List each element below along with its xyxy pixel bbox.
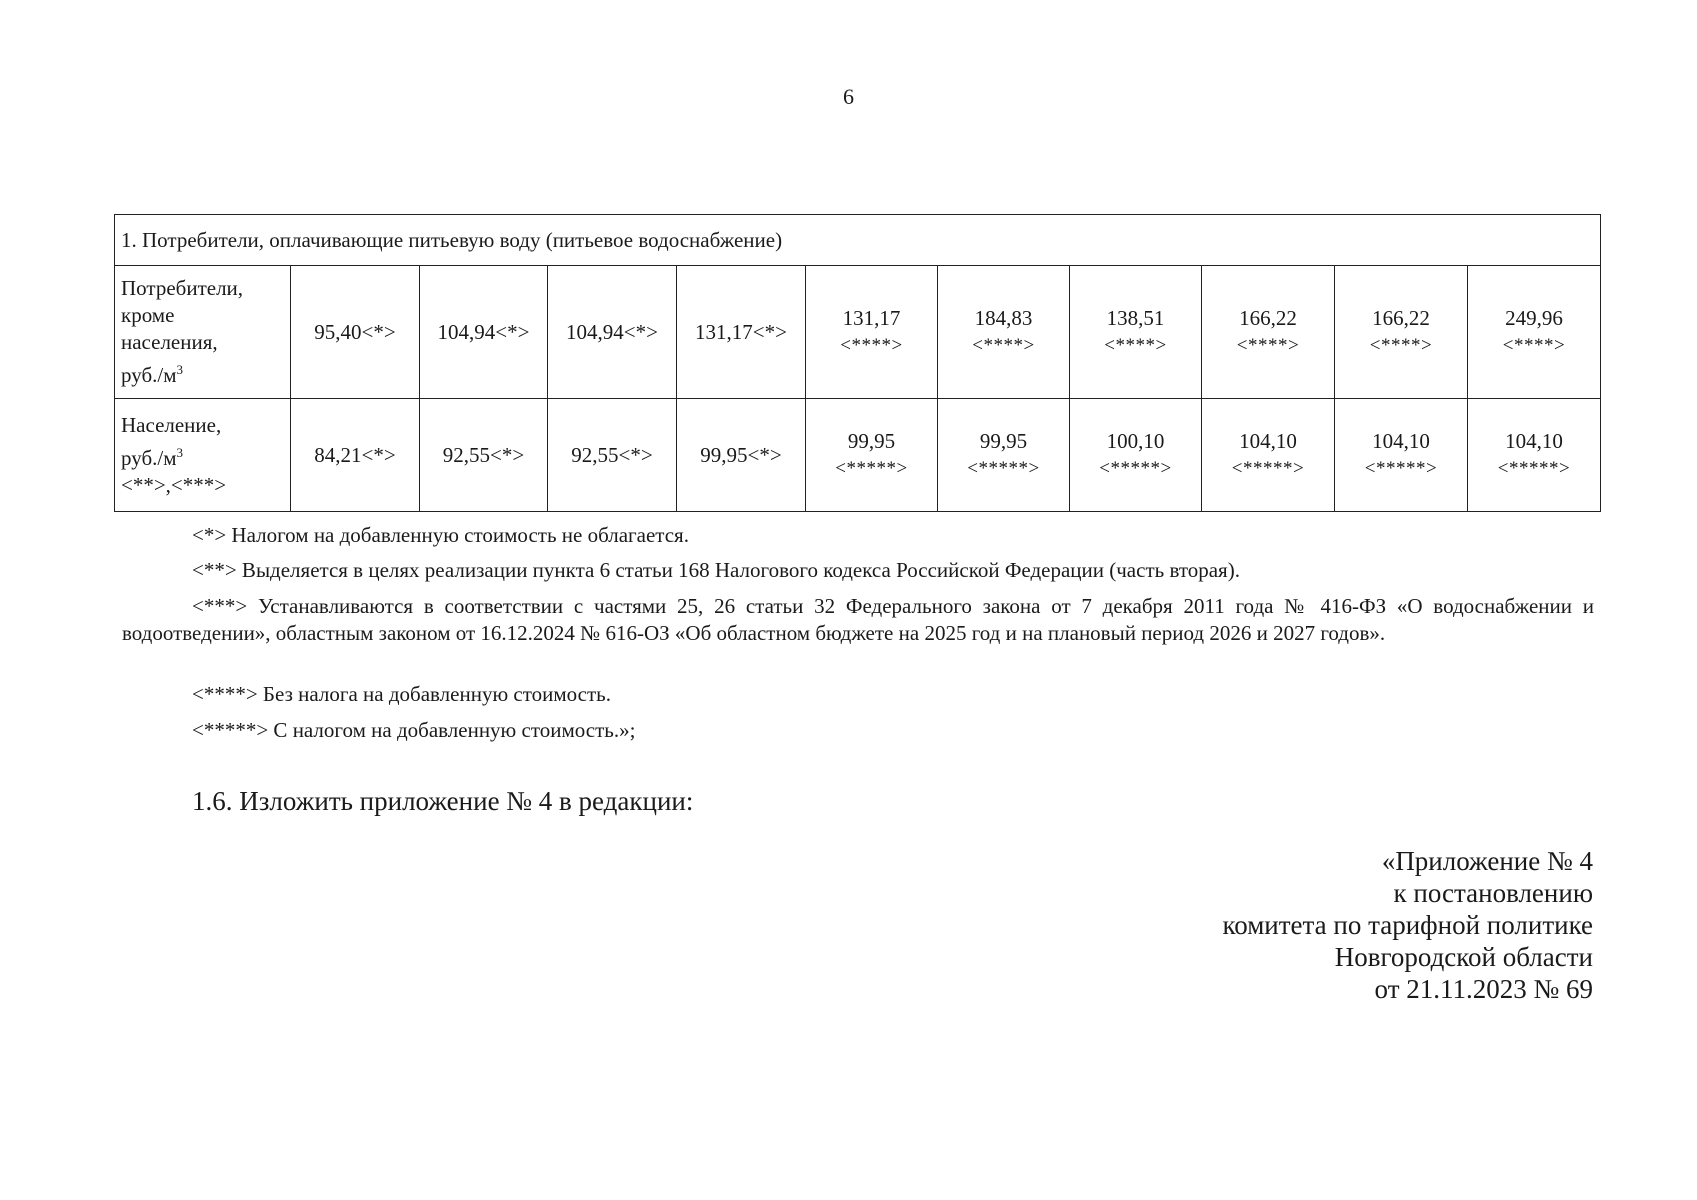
appendix-line: комитета по тарифной политике bbox=[1222, 910, 1593, 940]
cell-value: 104,10 bbox=[1505, 429, 1563, 453]
cell-value: 104,94<*> bbox=[437, 319, 530, 344]
table-cell bbox=[1202, 266, 1335, 399]
cell-footnote-mark: <****> bbox=[1236, 335, 1300, 356]
table-cell bbox=[1202, 399, 1335, 512]
row-label bbox=[115, 266, 291, 399]
table-cell bbox=[548, 399, 677, 512]
appendix-line: к постановлению bbox=[1393, 878, 1593, 908]
table-cell bbox=[806, 266, 938, 399]
cell-footnote-mark: <****> bbox=[1104, 335, 1167, 356]
tariff-table bbox=[114, 214, 1601, 512]
cell-footnote-mark: <****> bbox=[840, 335, 903, 356]
cell-value: 104,10 bbox=[1239, 429, 1297, 453]
table-cell bbox=[420, 266, 548, 399]
cell-value: 100,10 bbox=[1106, 429, 1165, 453]
cell-value: 99,95<*> bbox=[700, 442, 782, 467]
row-label-line: Население, bbox=[121, 412, 222, 437]
table-cell bbox=[1335, 399, 1468, 512]
cell-value: 249,96 bbox=[1505, 306, 1563, 330]
cell-value: 99,95 bbox=[979, 429, 1028, 453]
table-row bbox=[115, 266, 1601, 399]
cell-footnote-mark: <*****> bbox=[1497, 458, 1571, 479]
appendix-line: «Приложение № 4 bbox=[1381, 846, 1593, 876]
footnote: <*> Налогом на добавленную стоимость не облагается. bbox=[192, 523, 689, 547]
table-cell bbox=[1070, 399, 1202, 512]
cell-value: 92,55<*> bbox=[442, 442, 525, 467]
footnote: <****> Без налога на добавленную стоимость. bbox=[192, 682, 611, 706]
cell-value: 95,40<*> bbox=[314, 319, 396, 344]
row-label-line: населения, bbox=[121, 330, 218, 354]
footnote: <***> Устанавливаются в соответствии с частями 25, 26 статьи 32 Федерального закона от 7 декабря 2011 года № 416-ФЗ «О водоснабжении и водоотведении», областным законом от 16.12.2024 № 616-ОЗ «Об областном бюджете на 2025 год и на плановый период 2026 и 2027 годов». bbox=[122, 594, 1594, 645]
appendix-header bbox=[1222, 845, 1593, 1005]
table-cell bbox=[548, 266, 677, 399]
table-row bbox=[115, 399, 1601, 512]
cell-value: 92,55<*> bbox=[571, 442, 653, 467]
cell-value: 184,83 bbox=[974, 306, 1033, 330]
page-number: 6 bbox=[843, 84, 854, 109]
row-label-line: Потребители, bbox=[121, 276, 244, 300]
footnote: <**> Выделяется в целях реализации пункта 6 статьи 168 Налогового кодекса Российской Федерации (часть вторая). bbox=[192, 558, 1240, 582]
cell-footnote-mark: <****> bbox=[1502, 335, 1566, 356]
cell-footnote-mark: <****> bbox=[972, 335, 1035, 356]
row-label-line: кроме bbox=[121, 303, 175, 327]
table-cell bbox=[938, 266, 1070, 399]
table-cell bbox=[938, 399, 1070, 512]
appendix-line: Новгородской области bbox=[1334, 942, 1593, 972]
unit-superscript: 3 bbox=[176, 362, 184, 377]
appendix-line: от 21.11.2023 № 69 bbox=[1374, 974, 1593, 1004]
row-label-line: руб./м bbox=[121, 445, 177, 470]
table-cell bbox=[1468, 266, 1601, 399]
cell-footnote-mark: <*****> bbox=[1364, 458, 1438, 479]
table-cell bbox=[806, 399, 938, 512]
cell-value: 166,22 bbox=[1372, 306, 1430, 330]
footnote: <*****> С налогом на добавленную стоимость.»; bbox=[192, 718, 636, 742]
table-cell bbox=[1335, 266, 1468, 399]
instruction-paragraph: 1.6. Изложить приложение № 4 в редакции: bbox=[192, 786, 694, 816]
table-cell bbox=[291, 399, 420, 512]
cell-value: 99,95 bbox=[847, 429, 896, 453]
cell-value: 104,10 bbox=[1372, 429, 1430, 453]
cell-value: 166,22 bbox=[1239, 306, 1297, 330]
table-cell bbox=[420, 399, 548, 512]
cell-footnote-mark: <*****> bbox=[1231, 458, 1305, 479]
unit-superscript: 3 bbox=[176, 444, 184, 460]
table-cell bbox=[677, 266, 806, 399]
cell-value: 84,21<*> bbox=[314, 442, 396, 467]
row-label bbox=[115, 399, 291, 512]
row-label-line: руб./м bbox=[121, 363, 177, 387]
cell-value: 131,17<*> bbox=[695, 319, 787, 344]
cell-value: 138,51 bbox=[1106, 306, 1165, 330]
table-cell bbox=[677, 399, 806, 512]
cell-footnote-mark: <****> bbox=[1369, 335, 1433, 356]
cell-footnote-mark: <*****> bbox=[1099, 458, 1172, 479]
table-cell bbox=[291, 266, 420, 399]
table-cell bbox=[1468, 399, 1601, 512]
table-cell bbox=[1070, 266, 1202, 399]
cell-footnote-mark: <*****> bbox=[967, 458, 1040, 479]
row-label-footnote-marks: <**>,<***> bbox=[121, 472, 227, 497]
cell-value: 104,94<*> bbox=[566, 319, 658, 344]
table-section-header: 1. Потребители, оплачивающие питьевую воду (питьевое водоснабжение) bbox=[115, 215, 1601, 266]
cell-value: 131,17 bbox=[842, 306, 901, 330]
cell-footnote-mark: <*****> bbox=[835, 458, 908, 479]
